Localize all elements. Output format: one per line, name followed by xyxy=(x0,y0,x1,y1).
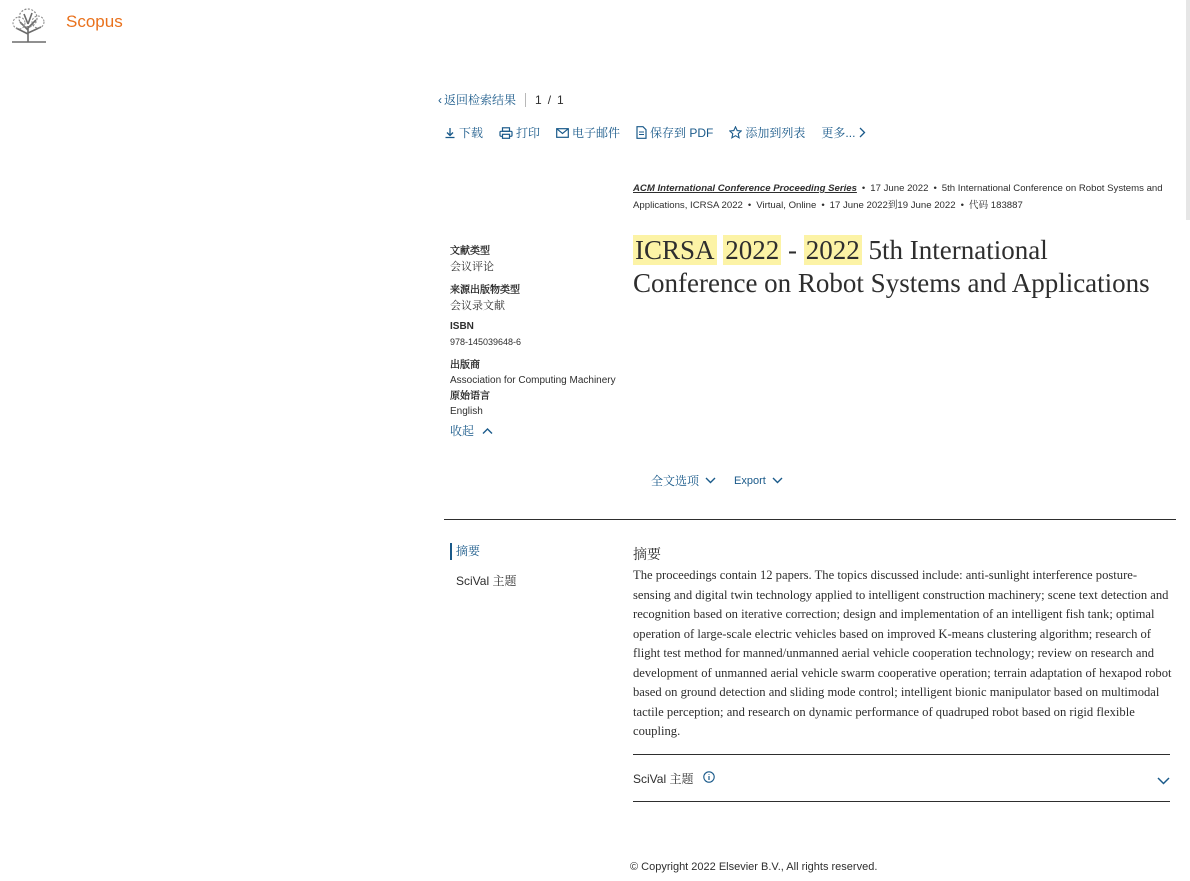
language-value: English xyxy=(450,406,483,417)
scival-topics-label: SciVal 主题 xyxy=(633,772,694,786)
conference-name: 5th International Conference on Robot Systems and Applications, ICRSA 2022 xyxy=(633,183,1163,211)
title-highlight-word: 2022 xyxy=(725,235,780,265)
chevron-left-icon: ‹ xyxy=(438,92,442,107)
title-dash: - xyxy=(788,235,798,265)
download-icon xyxy=(444,127,456,139)
publisher-value: Association for Computing Machinery xyxy=(450,375,616,386)
chevron-down-icon xyxy=(1157,777,1170,785)
download-button[interactable] xyxy=(444,124,483,141)
nav-item-scival[interactable]: SciVal 主题 xyxy=(456,574,517,588)
email-label: 电子邮件 xyxy=(572,126,621,140)
copyright-notice: © Copyright 2022 Elsevier B.V., All rights reserved. xyxy=(630,861,878,873)
section-divider xyxy=(633,754,1170,755)
save-pdf-button[interactable] xyxy=(636,124,713,141)
result-counter xyxy=(535,93,564,107)
expand-scival-button[interactable] xyxy=(1157,772,1170,790)
conference-location: Virtual, Online xyxy=(756,200,817,211)
add-to-list-button[interactable] xyxy=(729,124,805,141)
page-scrollbar[interactable] xyxy=(1186,0,1190,220)
language-label: 原始语言 xyxy=(450,391,490,402)
download-label: 下载 xyxy=(459,126,484,140)
source-info xyxy=(633,180,1173,214)
scopus-brand-link[interactable]: Scopus xyxy=(66,12,123,31)
chevron-up-icon xyxy=(482,427,493,435)
conference-code: 183887 xyxy=(990,200,1023,211)
document-metadata xyxy=(450,242,630,417)
scival-topics-header[interactable] xyxy=(633,770,715,787)
more-label: 更多... xyxy=(821,126,856,140)
document-title xyxy=(633,234,1173,300)
envelope-icon xyxy=(556,128,569,138)
export-dropdown[interactable] xyxy=(734,472,783,489)
isbn-label: ISBN xyxy=(450,321,474,332)
conference-date-range: 17 June 2022到19 June 2022 xyxy=(829,200,956,211)
save-pdf-label: 保存到 PDF xyxy=(650,126,714,140)
result-slash: / xyxy=(547,92,552,107)
info-icon[interactable] xyxy=(703,771,715,783)
nav-item-abstract[interactable]: 摘要 xyxy=(450,543,516,560)
collapse-label: 收起 xyxy=(450,424,475,438)
source-type-label: 来源出版物类型 xyxy=(450,285,520,296)
section-divider xyxy=(444,519,1176,520)
collapse-metadata-button[interactable] xyxy=(450,422,493,439)
back-navigation xyxy=(438,91,564,108)
abstract-heading: 摘要 xyxy=(633,546,661,562)
series-link[interactable]: ACM International Conference Proceeding Series xyxy=(633,183,857,194)
source-date: 17 June 2022 xyxy=(870,183,929,194)
source-type-value: 会议录文献 xyxy=(450,300,505,312)
isbn-value: 978-145039648-6 xyxy=(450,337,522,347)
email-button[interactable] xyxy=(556,124,620,141)
print-button[interactable] xyxy=(499,124,540,141)
document-options xyxy=(651,472,783,489)
title-highlight-word: 2022 xyxy=(805,235,860,265)
more-button[interactable] xyxy=(821,124,866,141)
star-icon xyxy=(729,126,742,139)
chevron-right-icon xyxy=(858,127,866,138)
doc-type-label: 文献类型 xyxy=(450,246,490,257)
document-toolbar xyxy=(444,124,866,141)
elsevier-tree-logo-icon[interactable] xyxy=(8,8,50,44)
result-total: 1 xyxy=(557,92,564,107)
bullet: • xyxy=(933,183,937,194)
abstract-text: The proceedings contain 12 papers. The topics discussed include: anti-sunlight interference posture-sensing and digital twin technology applied to intelligent construction machinery; scene text detection and recognition based on iterative correction; design and implementation of an intelligent fish tank; optimal operation of large-scale electric vehicles based on improved K-means clustering algorithm; research of flight test method for manned/unmanned aerial vehicle cooperation technology; review on research and development of unmanned aerial vehicle swarm cooperative operation; terrain adaptation of hexapod robot based on ground detection and sliding mode control; intelligent bionic manipulator based on multimodal tactile perception; and research on dynamic performance of quadruped robot based on rigid flexible coupling. xyxy=(633,568,1172,738)
bullet: • xyxy=(821,200,825,211)
print-label: 打印 xyxy=(516,126,541,140)
chevron-down-icon xyxy=(772,477,783,484)
printer-icon xyxy=(499,127,513,139)
fulltext-options-dropdown[interactable] xyxy=(651,472,716,489)
conference-code-label: 代码 xyxy=(968,200,989,211)
bullet: • xyxy=(960,200,964,211)
bullet: • xyxy=(861,183,866,194)
title-highlight-word: ICRSA xyxy=(635,235,715,265)
add-to-list-label: 添加到列表 xyxy=(745,126,806,140)
section-nav xyxy=(450,543,516,589)
title-rest: 5th International Conference on Robot Systems and Applications xyxy=(633,235,1150,298)
back-to-results-link[interactable]: 返回检索结果 xyxy=(444,93,517,107)
bullet: • xyxy=(747,200,752,211)
chevron-down-icon xyxy=(705,477,716,484)
doc-type-value: 会议评论 xyxy=(450,261,494,273)
section-divider xyxy=(633,801,1170,802)
publisher-label: 出版商 xyxy=(450,360,480,371)
export-label: Export xyxy=(734,474,766,487)
pdf-file-icon xyxy=(636,126,647,139)
divider xyxy=(525,93,526,107)
fulltext-options-label: 全文选项 xyxy=(651,474,700,488)
result-current: 1 xyxy=(535,92,542,107)
